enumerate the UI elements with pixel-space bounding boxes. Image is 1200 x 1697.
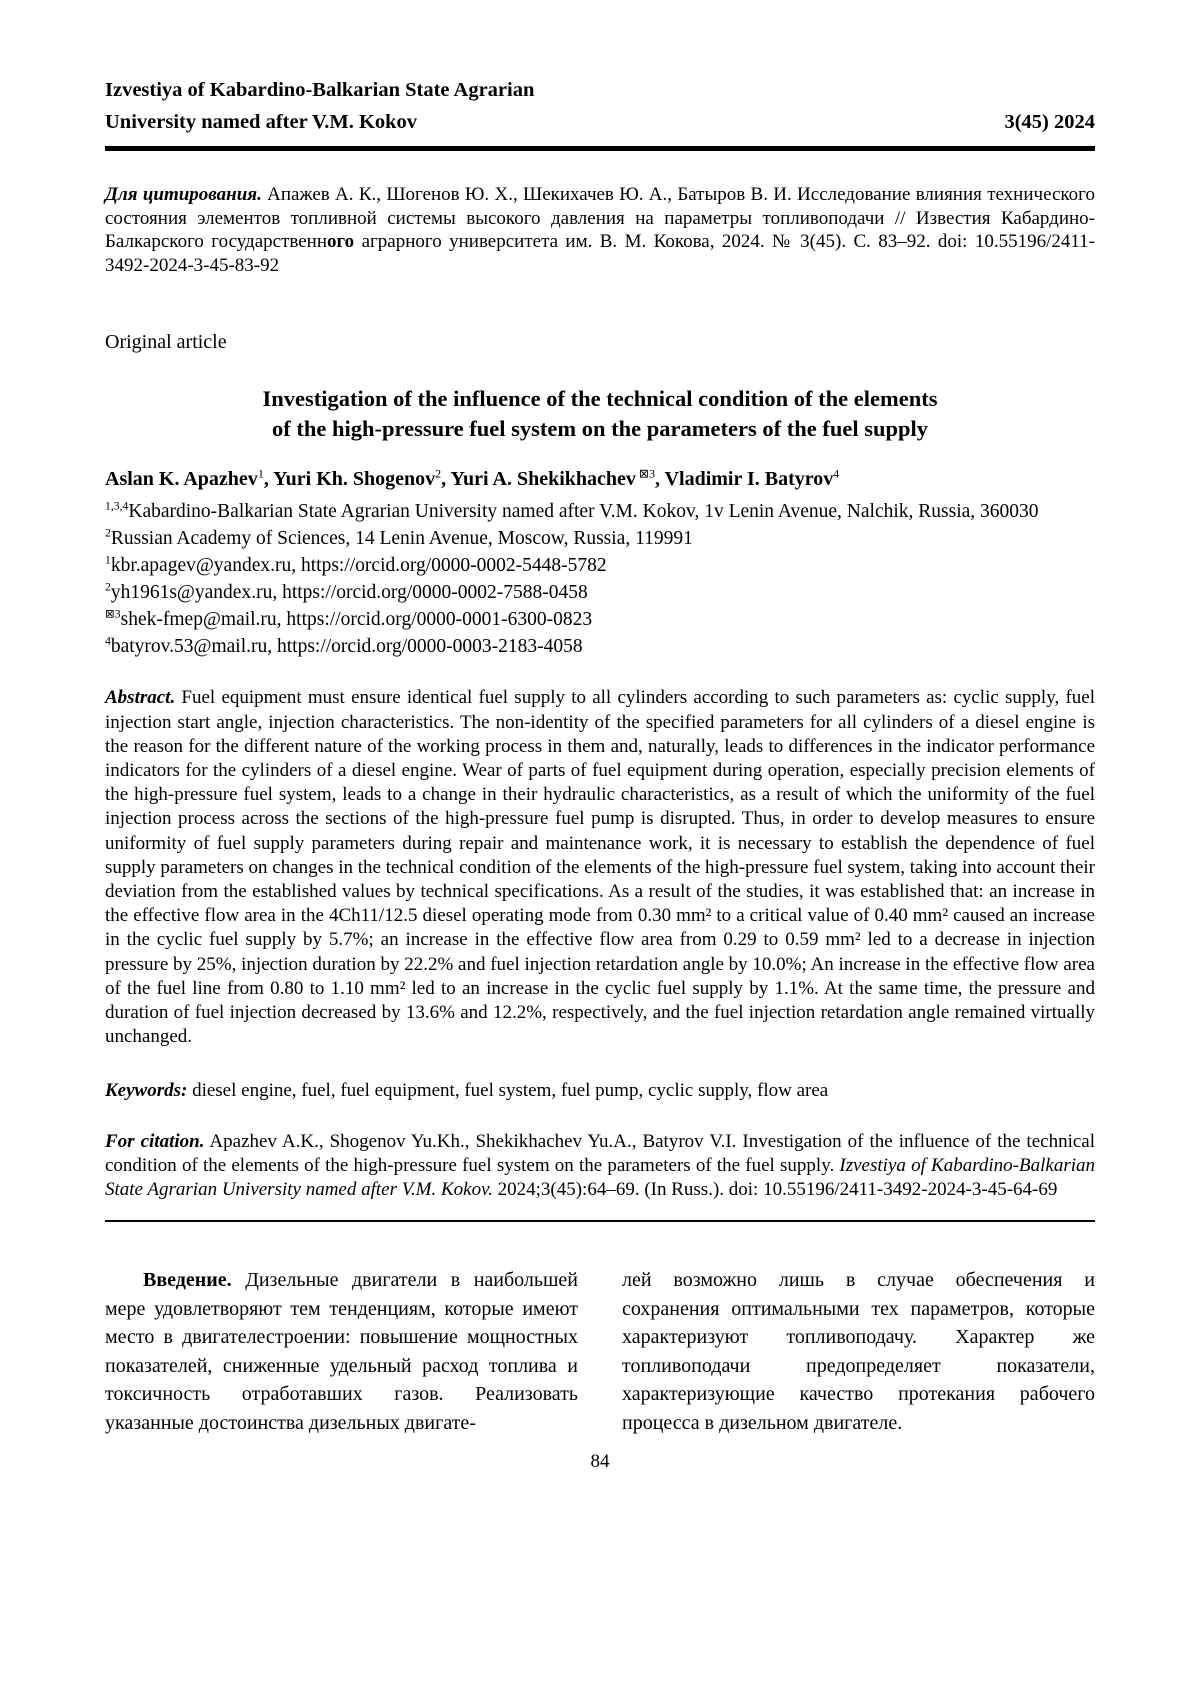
keywords-line (105, 1079, 1095, 1103)
contact-line (105, 633, 1095, 660)
author-name (105, 468, 273, 490)
section-divider-rule (105, 1220, 1095, 1222)
author-name-text: Yuri A. Shekikhachev (450, 468, 636, 491)
citation-en-label: For citation. (105, 1130, 205, 1152)
intro-heading: Введение. (143, 1269, 232, 1292)
affiliation-sup: 1,3,4 (105, 499, 129, 513)
page-content (105, 0, 1095, 1473)
journal-header (105, 0, 1095, 151)
citation-ru (105, 183, 1095, 277)
citation-ru-text-after: аграрного университета им. В. М. Кокова, 2024. № 3(45). С. 83–92. doi: 10.55196/2411-3492-2024-3-45-83-92 (105, 231, 1095, 276)
contact-text: batyrov.53@mail.ru, https://orcid.org/0000-0003-2183-4058 (110, 636, 583, 658)
author-name (450, 468, 664, 490)
author-sup-number: 2 (435, 466, 442, 481)
header-rule (105, 146, 1095, 151)
title-line-1: Investigation of the influence of the technical condition of the elements (262, 386, 938, 412)
contact-text: kbr.apagev@yandex.ru, https://orcid.org/0000-0002-5448-5782 (110, 555, 607, 577)
author-superscript (833, 467, 839, 481)
mail-icon: ⊠ (635, 466, 649, 481)
affiliation-line (105, 498, 1095, 525)
author-separator: , (654, 468, 665, 491)
author-name-text: Vladimir I. Batyrov (664, 468, 834, 491)
intro-right-text: лей возможно лишь в случае обеспечения и сохранения оптимальными тех параметров, которые характеризуют топливоподачу. Характер же топливоподачи предопределяет показатели, характеризующие качество протекания рабочего процесса в дизельном двигателе. (622, 1269, 1095, 1434)
affiliations-block (105, 498, 1095, 660)
contact-line (105, 606, 1095, 633)
abstract-text: Fuel equipment must ensure identical fuel supply to all cylinders according to such parameters as: cyclic supply, fuel injection start angle, injection characteristics. The non-identity of the specified parameters for all cylinders of a diesel engine is the reason for the different nature of the working process in them and, naturally, leads to differences in the indicator performance indicators for the cylinders of a diesel engine. Wear of parts of fuel equipment during operation, especially precision elements of the high-pressure fuel system, leads to a change in their hydraulic characteristics, as a result of which the uniformity of the fuel injection process across the sections of the high-pressure fuel pump is disrupted. Thus, in order to develop measures to ensure uniformity of fuel supply parameters during repair and maintenance work, it is necessary to establish the dependence of fuel supply parameters on changes in the technical condition of the elements of the high-pressure fuel system, taking into account their deviation from the established values by technical specifications. As a result of the studies, it was established that: an increase in the effective flow area in the 4Ch11/12.5 diesel operating mode from 0.30 mm² to a critical value of 0.40 mm² caused an increase in the cyclic fuel supply by 5.7%; an increase in the effective flow area from 0.29 to 0.59 mm² led to a decrease in injection pressure by 25%, injection duration by 22.2% and fuel injection retardation angle by 10.0%; An increase in the effective flow area of the fuel line from 0.80 to 1.10 mm² led to an increase in the cyclic fuel supply by 1.1%. At the same time, the pressure and duration of fuel injection decreased by 13.6% and 12.2%, respectively, and the fuel injection retardation angle remained virtually unchanged. (105, 687, 1095, 1048)
abstract-paragraph (105, 686, 1095, 1049)
contact-text: yh1961s@yandex.ru, https://orcid.org/0000-0002-7588-0458 (110, 582, 588, 604)
author-separator: , (441, 468, 451, 491)
authors-line (105, 466, 1095, 492)
keywords-label: Keywords: (105, 1080, 188, 1102)
affiliation-text: Kabardino-Balkarian State Agrarian University named after V.M. Kokov, 1v Lenin Avenue, Nalchik, Russia, 360030 (128, 501, 1039, 523)
citation-en-journal: Izvestiya of Kabardino-Balkarian State Agrarian University named after V.M. Kokov. (105, 1154, 1095, 1201)
keywords-text: diesel engine, fuel, fuel equipment, fuel system, fuel pump, cyclic supply, flow area (187, 1080, 829, 1102)
author-name-text: Yuri Kh. Shogenov (273, 468, 436, 491)
citation-en-text2: 2024;3(45):64–69. (In Russ.). doi: 10.55196/2411-3492-2024-3-45-64-69 (492, 1179, 1058, 1201)
contact-sup: ⊠3 (105, 607, 121, 621)
abstract-label: Abstract. (105, 687, 176, 709)
article-title (105, 384, 1095, 444)
author-superscript (636, 467, 655, 481)
author-name-text: Aslan K. Apazhev (105, 468, 258, 491)
author-sup-number: 3 (648, 466, 655, 481)
affiliation-text: Russian Academy of Sciences, 14 Lenin Avenue, Moscow, Russia, 119991 (110, 528, 693, 550)
contact-sup: 1 (105, 553, 111, 567)
title-line-2: of the high-pressure fuel system on the parameters of the fuel supply (271, 416, 928, 442)
intro-left-text: Дизельные двигатели в наибольшей мере удовлетворяют тем тенденциям, которые имеют место в двигателестроении: повышение мощностных показателей, сниженные удельный расход топлива и токсичность отработавших газов. Реализовать указанные достоинства дизельных двигате- (105, 1269, 578, 1434)
contact-line (105, 552, 1095, 579)
author-sup-number: 1 (257, 466, 264, 481)
journal-header-row2 (105, 106, 1095, 138)
contact-line (105, 579, 1095, 606)
intro-columns (105, 1266, 1095, 1437)
citation-ru-label: Для цитирования. (105, 184, 262, 205)
author-sup-number: 4 (833, 466, 840, 481)
citation-ru-bold-fragment: ого (327, 231, 355, 253)
affiliation-sup: 2 (105, 526, 111, 540)
citation-ru-text: Апажев А. К., Шогенов Ю. Х., Шекихачев Ю. А., Батыров В. И. Исследование влияния технического состояния элементов топливной системы высокого давления на параметры топливоподачи // Известия Кабардино-Балкарского государственн (105, 184, 1095, 253)
author-separator: , (263, 468, 274, 491)
affiliation-line (105, 525, 1095, 552)
intro-right-column (622, 1266, 1095, 1437)
contact-sup: 2 (105, 580, 111, 594)
article-type-label: Original article (105, 331, 227, 354)
author-name (273, 468, 450, 490)
contact-text: shek-fmep@mail.ru, https://orcid.org/0000-0001-6300-0823 (120, 609, 593, 631)
page-number: 84 (590, 1451, 610, 1473)
journal-name-line1: Izvestiya of Kabardino-Balkarian State Agrarian (105, 79, 535, 101)
journal-name-line2: University named after V.M. Kokov (105, 111, 418, 133)
citation-en-text1: Apazhev A.K., Shogenov Yu.Kh., Shekikhachev Yu.A., Batyrov V.I. Investigation of the influence of the technical condition of the elements of the high-pressure fuel system on the parameters of the fuel supply. (105, 1130, 1095, 1176)
issue-number: 3(45) 2024 (1004, 111, 1095, 133)
contact-sup: 4 (105, 634, 111, 648)
intro-left-column (105, 1266, 578, 1437)
citation-en (105, 1130, 1095, 1203)
author-name (665, 468, 840, 490)
